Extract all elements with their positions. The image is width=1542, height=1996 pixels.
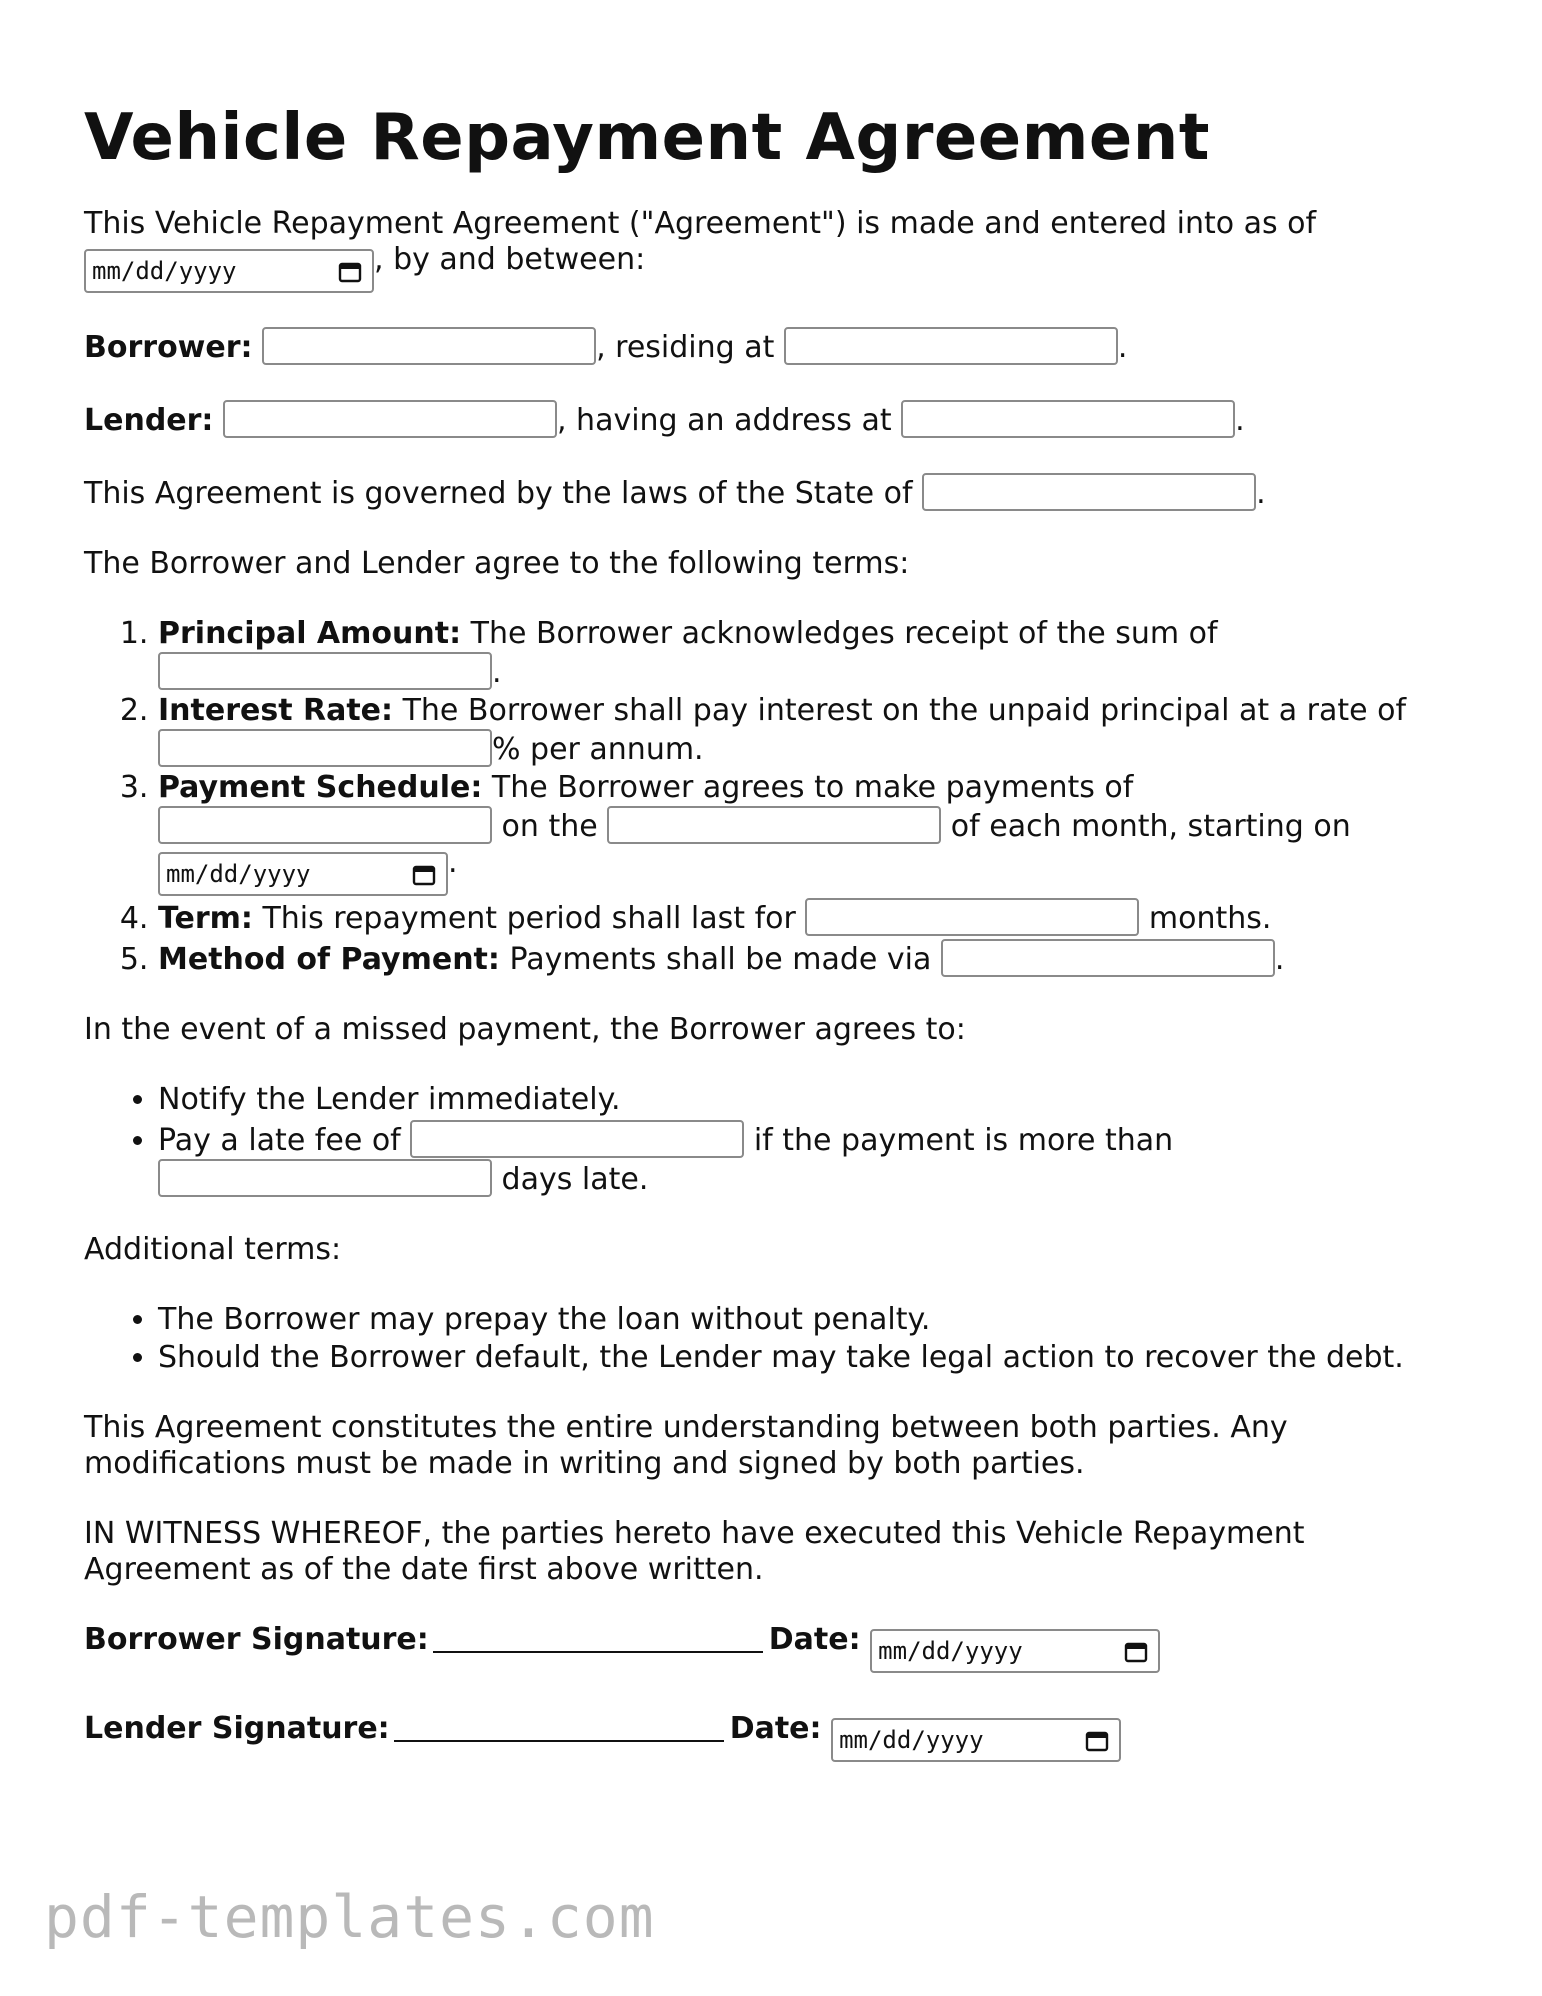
borrower-signature-row bbox=[84, 1622, 1464, 1673]
late-days-field[interactable] bbox=[158, 1159, 492, 1197]
calendar-icon[interactable] bbox=[1085, 1730, 1109, 1752]
lender-signature-date-input[interactable] bbox=[831, 1718, 1121, 1762]
missed-text: Pay a late fee of bbox=[158, 1123, 401, 1158]
witness-paragraph: IN WITNESS WHEREOF, the parties hereto have executed this Vehicle Repayment Agreement as of the date first above written. bbox=[84, 1516, 1305, 1587]
term-months-field[interactable] bbox=[805, 898, 1139, 936]
borrower-name-field[interactable] bbox=[262, 327, 596, 365]
additional-intro: Additional terms: bbox=[84, 1232, 342, 1267]
state-field[interactable] bbox=[922, 473, 1256, 511]
term-text: on the bbox=[501, 809, 598, 844]
missed-text: if the payment is more than bbox=[753, 1123, 1174, 1158]
term-interest bbox=[158, 693, 1464, 768]
term-label: Term: bbox=[158, 901, 253, 936]
term-principal bbox=[158, 616, 1464, 691]
term-label: Interest Rate: bbox=[158, 693, 394, 728]
governing-text: This Agreement is governed by the laws of the State of bbox=[84, 476, 913, 511]
punctuation: . bbox=[448, 845, 458, 880]
term-schedule bbox=[158, 770, 1464, 896]
term-text: of each month, starting on bbox=[950, 809, 1351, 844]
term-label: Payment Schedule: bbox=[158, 770, 483, 805]
lender-name-field[interactable] bbox=[223, 400, 557, 438]
date-placeholder: mm/dd/yyyy bbox=[839, 1726, 984, 1754]
payment-amount-field[interactable] bbox=[158, 806, 492, 844]
term-text: The Borrower acknowledges receipt of the sum of bbox=[470, 616, 1218, 651]
missed-item bbox=[158, 1120, 1464, 1198]
term-text: This repayment period shall last for bbox=[262, 901, 796, 936]
governing-line bbox=[84, 473, 1464, 512]
date-label: Date: bbox=[729, 1711, 822, 1746]
late-fee-field[interactable] bbox=[410, 1120, 744, 1158]
term-method bbox=[158, 939, 1464, 978]
borrower-address-field[interactable] bbox=[784, 327, 1118, 365]
lender-signature-line[interactable] bbox=[394, 1714, 724, 1742]
term-suffix: months. bbox=[1148, 901, 1272, 936]
lender-address-text: , having an address at bbox=[556, 403, 892, 438]
lender-address-field[interactable] bbox=[901, 400, 1235, 438]
interest-rate-field[interactable] bbox=[158, 729, 492, 767]
missed-list bbox=[84, 1082, 1464, 1198]
intro-paragraph bbox=[84, 206, 1464, 293]
borrower-signature-label: Borrower Signature: bbox=[84, 1622, 429, 1657]
terms-list bbox=[84, 616, 1464, 978]
term-length bbox=[158, 898, 1464, 937]
date-placeholder: mm/dd/yyyy bbox=[92, 257, 237, 285]
term-text: The Borrower shall pay interest on the unpaid principal at a rate of bbox=[402, 693, 1407, 728]
missed-text: days late. bbox=[501, 1162, 649, 1197]
entire-agreement-paragraph: This Agreement constitutes the entire understanding between both parties. Any modifications must be made in writing and signed by both parties. bbox=[84, 1410, 1288, 1481]
calendar-icon[interactable] bbox=[412, 864, 436, 886]
punctuation: . bbox=[1274, 942, 1285, 977]
term-label: Principal Amount: bbox=[158, 616, 462, 651]
lender-signature-row bbox=[84, 1711, 1464, 1762]
borrower-signature-date-input[interactable] bbox=[870, 1629, 1160, 1673]
date-placeholder: mm/dd/yyyy bbox=[166, 860, 311, 888]
term-suffix: % per annum. bbox=[492, 732, 704, 767]
punctuation: . bbox=[1117, 330, 1128, 365]
lender-line bbox=[84, 400, 1464, 439]
terms-intro: The Borrower and Lender agree to the following terms: bbox=[84, 546, 910, 581]
agreement-date-input[interactable] bbox=[84, 249, 374, 293]
watermark: pdf-templates.com bbox=[44, 1883, 655, 1951]
start-date-input[interactable] bbox=[158, 852, 448, 896]
punctuation: . bbox=[492, 655, 502, 690]
payment-day-field[interactable] bbox=[607, 806, 941, 844]
calendar-icon[interactable] bbox=[338, 261, 362, 283]
payment-method-field[interactable] bbox=[941, 939, 1275, 977]
calendar-icon[interactable] bbox=[1124, 1641, 1148, 1663]
lender-signature-label: Lender Signature: bbox=[84, 1711, 390, 1746]
lender-label: Lender: bbox=[84, 403, 214, 438]
term-label: Method of Payment: bbox=[158, 942, 500, 977]
term-text: Payments shall be made via bbox=[509, 942, 932, 977]
borrower-line bbox=[84, 327, 1464, 366]
date-label: Date: bbox=[768, 1622, 861, 1657]
borrower-signature-line[interactable] bbox=[433, 1625, 763, 1653]
punctuation: . bbox=[1256, 476, 1266, 511]
missed-item: • Notify the Lender immediately. bbox=[158, 1082, 1464, 1118]
punctuation: . bbox=[1235, 403, 1245, 438]
borrower-label: Borrower: bbox=[84, 330, 253, 365]
additional-item: • The Borrower may prepay the loan without penalty. bbox=[158, 1302, 1464, 1338]
additional-list bbox=[84, 1302, 1464, 1376]
additional-item: • Should the Borrower default, the Lender may take legal action to recover the debt. bbox=[158, 1340, 1464, 1376]
intro-text: This Vehicle Repayment Agreement ("Agreement") is made and entered into as of bbox=[84, 206, 1317, 241]
principal-amount-field[interactable] bbox=[158, 652, 492, 690]
term-text: The Borrower agrees to make payments of bbox=[491, 770, 1134, 805]
borrower-residing-text: , residing at bbox=[596, 330, 775, 365]
date-placeholder: mm/dd/yyyy bbox=[878, 1637, 1023, 1665]
agreement-document bbox=[84, 100, 1464, 1800]
intro-after: , by and between: bbox=[374, 242, 646, 277]
missed-intro: In the event of a missed payment, the Borrower agrees to: bbox=[84, 1012, 966, 1047]
document-title: Vehicle Repayment Agreement bbox=[84, 101, 1210, 175]
